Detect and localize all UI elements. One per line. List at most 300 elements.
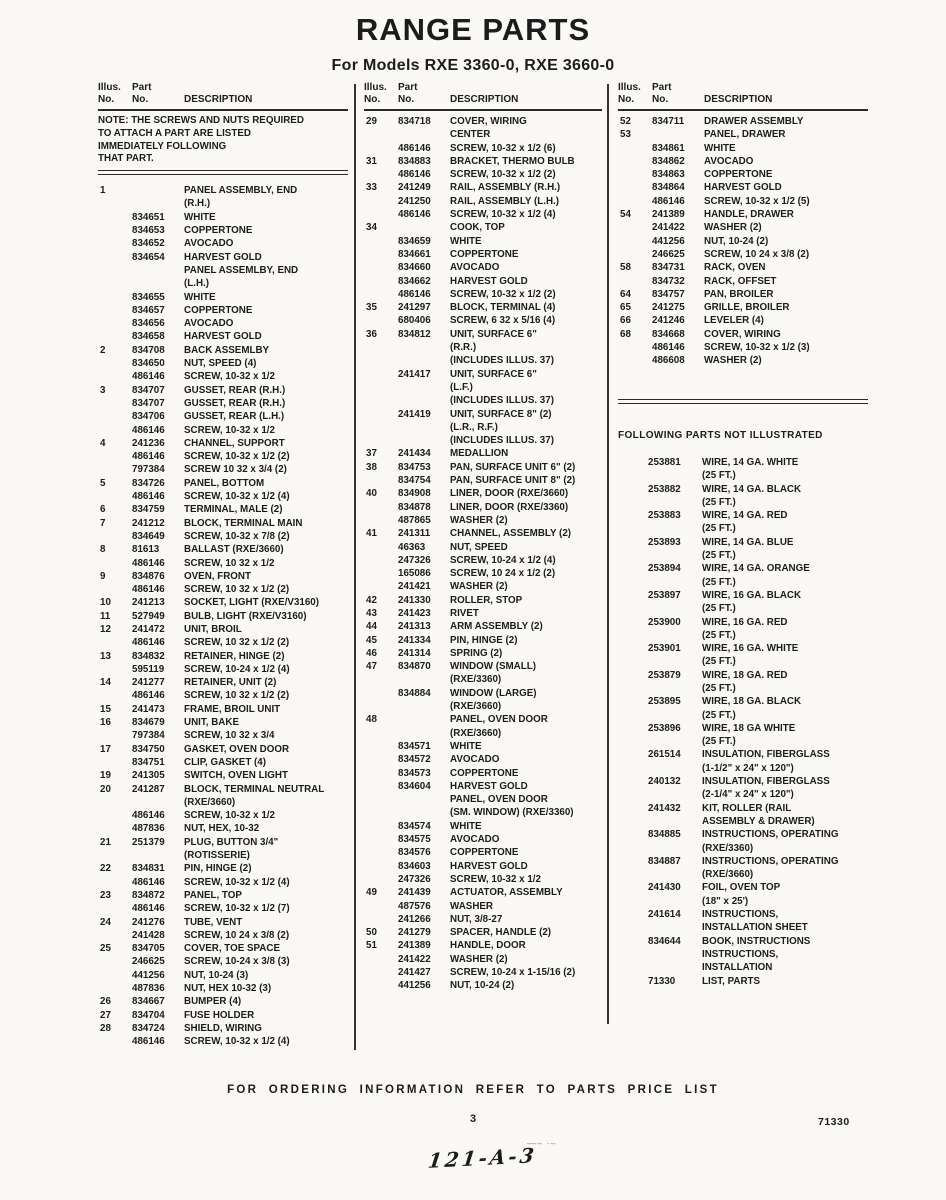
description: GUSSET, REAR (L.H.) xyxy=(184,411,285,423)
description: (R.H.) xyxy=(184,198,211,210)
header-no-label: No. xyxy=(618,94,635,105)
description: SCREW, 10-32 x 1/2 (4) xyxy=(450,209,556,221)
illus-no: 41 xyxy=(366,528,377,540)
illus-no xyxy=(364,128,398,141)
part-no: 486146 xyxy=(398,169,431,181)
scan-smudge: —– ·– xyxy=(527,1138,557,1148)
illus-no xyxy=(364,966,398,979)
illus-no xyxy=(364,288,398,301)
description: COPPERTONE xyxy=(184,304,253,316)
table-row xyxy=(618,828,868,841)
illus-no: 65 xyxy=(620,302,631,314)
description: LINER, DOOR (RXE/3660) xyxy=(450,488,569,500)
illus-no xyxy=(618,788,648,801)
part-no: 241334 xyxy=(398,634,431,646)
part-no xyxy=(132,849,184,862)
part-no xyxy=(398,381,450,394)
part-no xyxy=(398,128,450,141)
table-row xyxy=(98,995,348,1008)
description: SCREW, 10 32 x 1/2 (2) xyxy=(184,690,290,702)
illus-no xyxy=(98,689,132,702)
table-row xyxy=(618,748,868,761)
part-no: 241389 xyxy=(398,940,431,952)
description: NUT, 3/8-27 xyxy=(450,913,503,925)
table-row xyxy=(364,314,602,327)
page-subtitle: For Models RXE 3360-0, RXE 3660-0 xyxy=(331,57,615,74)
illus-no: 48 xyxy=(366,714,377,726)
description: SHIELD, WIRING xyxy=(184,1022,262,1034)
part-no: 834657 xyxy=(132,304,165,316)
description: WHITE xyxy=(450,740,482,752)
illus-no xyxy=(364,354,398,367)
part-no: 241421 xyxy=(398,581,431,593)
table-row xyxy=(98,623,348,636)
illus-no: 7 xyxy=(100,517,106,529)
part-no xyxy=(648,921,702,934)
part-no: 834604 xyxy=(398,780,431,792)
table-row xyxy=(98,862,348,875)
description: SCREW, 10 32 x 3/4 xyxy=(184,730,275,742)
table-row xyxy=(364,261,602,274)
illus-no: 36 xyxy=(366,328,377,340)
illus-no xyxy=(618,155,652,168)
table-row xyxy=(98,783,348,796)
part-no: 834832 xyxy=(132,650,165,662)
description: RETAINER, HINGE (2) xyxy=(184,650,285,662)
table-row xyxy=(98,370,348,383)
part-no: 441256 xyxy=(398,980,431,992)
illus-no xyxy=(364,860,398,873)
part-no xyxy=(648,762,702,775)
illus-no: 21 xyxy=(100,836,111,848)
table-row xyxy=(98,743,348,756)
part-no xyxy=(648,709,702,722)
illus-no xyxy=(98,490,132,503)
description: SCREW, 10-32 x 1/2 (4) xyxy=(184,491,290,503)
part-no: 241213 xyxy=(132,597,165,609)
description: SCREW, 10-32 x 1/2 xyxy=(184,424,275,436)
table-row xyxy=(98,836,348,849)
part-no: 834751 xyxy=(132,756,165,768)
description: UNIT, SURFACE 6" xyxy=(450,328,537,340)
description: PANEL, OVEN DOOR xyxy=(450,794,548,806)
illus-no xyxy=(618,142,652,155)
description: NUT, HEX, 10-32 xyxy=(184,823,260,835)
description: WASHER (2) xyxy=(704,222,762,234)
column-header xyxy=(98,82,348,94)
description: PANEL, OVEN DOOR xyxy=(450,714,548,726)
table-row xyxy=(618,881,868,894)
description: SPACER, HANDLE (2) xyxy=(450,927,552,939)
illus-no xyxy=(618,549,648,562)
illus-no xyxy=(364,846,398,859)
table-row xyxy=(364,647,602,660)
table-row xyxy=(618,948,868,961)
table-row xyxy=(98,663,348,676)
illus-no xyxy=(98,969,132,982)
table-row xyxy=(98,304,348,317)
description: SCREW, 6 32 x 5/16 (4) xyxy=(450,315,556,327)
description: COPPERTONE xyxy=(184,225,253,237)
description: ROLLER, STOP xyxy=(450,594,523,606)
table-row xyxy=(364,567,602,580)
part-no: 241417 xyxy=(398,368,431,380)
description: WIRE, 14 GA. BLACK xyxy=(702,483,802,495)
description: SCREW 10 32 x 3/4 (2) xyxy=(184,464,287,476)
description: HARVEST GOLD xyxy=(184,331,262,343)
header-illus-label: Illus. xyxy=(98,82,121,93)
part-no: 486146 xyxy=(132,690,165,702)
table-row xyxy=(618,815,868,828)
illus-no xyxy=(618,522,648,535)
illus-no xyxy=(618,722,648,735)
description: PAN, BROILER xyxy=(704,288,774,300)
part-no: 486146 xyxy=(132,903,165,915)
table-row xyxy=(618,456,868,469)
table-row xyxy=(364,434,602,447)
table-row xyxy=(364,221,602,234)
table-row xyxy=(618,261,868,274)
description: RAIL, ASSEMBLY (R.H.) xyxy=(450,182,561,194)
illus-no xyxy=(98,796,132,809)
illus-no xyxy=(98,304,132,317)
table-row xyxy=(364,806,602,819)
description: (25 FT.) xyxy=(702,629,736,641)
illus-no xyxy=(618,961,648,974)
part-no xyxy=(132,184,184,197)
part-no: 834872 xyxy=(132,889,165,901)
illus-no xyxy=(364,873,398,886)
part-no: 241305 xyxy=(132,770,165,782)
illus-no xyxy=(364,727,398,740)
table-row xyxy=(98,650,348,663)
part-no: 487836 xyxy=(132,823,165,835)
description: WHITE xyxy=(704,142,736,154)
part-no xyxy=(648,815,702,828)
description: CENTER xyxy=(450,129,491,141)
description: SWITCH, OVEN LIGHT xyxy=(184,770,288,782)
description: PANEL, DRAWER xyxy=(704,129,786,141)
part-no: 834654 xyxy=(132,251,165,263)
part-no: 486146 xyxy=(132,451,165,463)
parts-table-3 xyxy=(618,115,868,368)
table-row xyxy=(98,503,348,516)
illus-no xyxy=(98,424,132,437)
table-row xyxy=(618,354,868,367)
illus-no xyxy=(618,881,648,894)
part-no xyxy=(132,796,184,809)
illus-no xyxy=(618,221,652,234)
description: SCREW, 10-24 x 1/2 (4) xyxy=(184,663,290,675)
part-no xyxy=(398,793,450,806)
description: (RXE/3360) xyxy=(702,842,754,854)
description: INSTRUCTIONS, xyxy=(702,948,779,960)
illus-no xyxy=(98,410,132,423)
description: (L.F.) xyxy=(450,381,473,393)
table-row xyxy=(364,487,602,500)
header-description-label: DESCRIPTION xyxy=(184,94,253,105)
part-no: 241275 xyxy=(652,302,685,314)
part-no: 834862 xyxy=(652,155,685,167)
description: INSULATION, FIBERGLASS xyxy=(702,749,830,761)
parts-table-2 xyxy=(364,115,602,993)
table-row xyxy=(364,594,602,607)
page-title: RANGE PARTS xyxy=(355,12,591,47)
table-row xyxy=(98,437,348,450)
illus-no xyxy=(364,541,398,554)
part-no: 253897 xyxy=(648,589,681,601)
table-row xyxy=(98,982,348,995)
table-row xyxy=(98,450,348,463)
table-row xyxy=(618,221,868,234)
table-row xyxy=(364,660,602,673)
description: PAN, SURFACE UNIT 6" (2) xyxy=(450,461,576,473)
table-row xyxy=(364,860,602,873)
illus-no: 66 xyxy=(620,315,631,327)
part-no: 253881 xyxy=(648,456,681,468)
illus-no xyxy=(364,580,398,593)
header-description-label: DESCRIPTION xyxy=(450,94,519,105)
description: (25 FT.) xyxy=(702,709,736,721)
table-row xyxy=(98,477,348,490)
description: PIN, HINGE (2) xyxy=(184,863,252,875)
table-row xyxy=(618,128,868,141)
table-row xyxy=(98,716,348,729)
illus-no xyxy=(364,501,398,514)
description: SCREW, 10-24 x 3/8 (3) xyxy=(184,956,290,968)
table-row xyxy=(364,634,602,647)
illus-no: 12 xyxy=(100,623,111,635)
header-part-label: Part xyxy=(652,82,672,93)
illus-no xyxy=(618,341,652,354)
part-no: 241423 xyxy=(398,607,431,619)
part-no xyxy=(648,576,702,589)
table-row xyxy=(618,142,868,155)
illus-no xyxy=(618,629,648,642)
description: GASKET, OVEN DOOR xyxy=(184,743,290,755)
illus-no xyxy=(618,802,648,815)
table-row xyxy=(618,168,868,181)
description: SCREW, 10 32 x 1/2 xyxy=(184,557,275,569)
table-row xyxy=(364,115,602,128)
illus-no xyxy=(98,197,132,210)
description: TUBE, VENT xyxy=(184,916,243,928)
illus-no xyxy=(364,700,398,713)
table-row xyxy=(98,902,348,915)
table-row xyxy=(98,543,348,556)
table-row xyxy=(98,610,348,623)
table-row xyxy=(618,788,868,801)
part-no: 527949 xyxy=(132,610,165,622)
table-row xyxy=(364,580,602,593)
illus-no xyxy=(364,368,398,381)
table-row xyxy=(364,301,602,314)
description: PANEL, TOP xyxy=(184,889,242,901)
part-no: 834887 xyxy=(648,855,681,867)
description: PLUG, BUTTON 3/4" xyxy=(184,836,279,848)
note-line: IMMEDIATELY FOLLOWING xyxy=(98,140,227,152)
table-row xyxy=(98,384,348,397)
description: NUT, 10-24 (2) xyxy=(450,980,515,992)
table-row xyxy=(364,408,602,421)
table-row xyxy=(98,955,348,968)
table-row xyxy=(98,490,348,503)
table-row xyxy=(98,916,348,929)
illus-no xyxy=(98,849,132,862)
part-no: 486608 xyxy=(652,355,685,367)
description: (R.R.) xyxy=(450,342,477,354)
table-row xyxy=(618,921,868,934)
header-no-label: No. xyxy=(398,94,415,105)
illus-no xyxy=(618,908,648,921)
part-no: 834759 xyxy=(132,504,165,516)
illus-no xyxy=(618,655,648,668)
table-row xyxy=(618,895,868,908)
table-row xyxy=(98,596,348,609)
description: PANEL, BOTTOM xyxy=(184,477,265,489)
description: HARVEST GOLD xyxy=(450,860,528,872)
part-no: 834861 xyxy=(652,142,685,154)
illus-no: 38 xyxy=(366,461,377,473)
part-no: 834652 xyxy=(132,238,165,250)
description: SCREW, 10-32 x 1/2 xyxy=(184,371,275,383)
description: (25 FT.) xyxy=(702,576,736,588)
part-no: 241249 xyxy=(398,182,431,194)
table-row xyxy=(618,248,868,261)
illus-no: 24 xyxy=(100,916,111,928)
description: (25 FT.) xyxy=(702,496,736,508)
table-row xyxy=(618,709,868,722)
illus-no xyxy=(618,975,648,988)
table-row xyxy=(618,496,868,509)
part-no: 241250 xyxy=(398,195,431,207)
part-no xyxy=(648,868,702,881)
part-no: 241422 xyxy=(398,953,431,965)
description: PANEL ASSEMBLY, END xyxy=(184,185,298,197)
part-no: 834876 xyxy=(132,570,165,582)
part-no: 834658 xyxy=(132,331,165,343)
description: WIRE, 16 GA. BLACK xyxy=(702,589,802,601)
table-row xyxy=(364,128,602,141)
table-row xyxy=(618,208,868,221)
illus-no xyxy=(618,828,648,841)
part-no: 253879 xyxy=(648,669,681,681)
description: FRAME, BROIL UNIT xyxy=(184,703,281,715)
part-no: 834668 xyxy=(652,328,685,340)
description: (2-1/4" x 24" x 120") xyxy=(702,789,794,801)
illus-no xyxy=(364,567,398,580)
part-no: 486146 xyxy=(652,195,685,207)
part-no xyxy=(648,682,702,695)
part-no: 247326 xyxy=(398,554,431,566)
description: HANDLE, DOOR xyxy=(450,940,526,952)
table-row xyxy=(364,913,602,926)
column-divider-left xyxy=(354,84,356,1050)
not-illustrated-heading: FOLLOWING PARTS NOT ILLUSTRATED xyxy=(618,429,823,441)
description: (18" x 25') xyxy=(702,895,749,907)
part-no: 241236 xyxy=(132,437,165,449)
description: WASHER (2) xyxy=(450,581,508,593)
table-row xyxy=(618,655,868,668)
description: COPPERTONE xyxy=(704,169,773,181)
part-no: 241314 xyxy=(398,647,431,659)
description: (L.H.) xyxy=(184,278,210,290)
part-no: 240132 xyxy=(648,776,681,788)
part-no xyxy=(648,602,702,615)
table-row xyxy=(618,855,868,868)
illus-no xyxy=(364,381,398,394)
part-no: 165086 xyxy=(398,568,431,580)
table-row xyxy=(618,735,868,748)
part-no: 241439 xyxy=(398,887,431,899)
part-no: 834750 xyxy=(132,743,165,755)
table-row xyxy=(364,740,602,753)
part-no: 241419 xyxy=(398,408,431,420)
illus-no: 46 xyxy=(366,647,377,659)
header-rule xyxy=(364,109,602,111)
part-no: 486146 xyxy=(132,637,165,649)
description: BOOK, INSTRUCTIONS xyxy=(702,935,811,947)
illus-no xyxy=(98,264,132,277)
table-row xyxy=(98,570,348,583)
part-no xyxy=(132,264,184,277)
table-row xyxy=(98,796,348,809)
part-no: 247326 xyxy=(398,873,431,885)
description: SPRING (2) xyxy=(450,647,503,659)
description: COVER, TOE SPACE xyxy=(184,943,280,955)
header-no-label: No. xyxy=(364,94,381,105)
description: SCREW, 10 32 x 1/2 (2) xyxy=(184,584,290,596)
description: WIRE, 18 GA WHITE xyxy=(702,722,796,734)
table-row xyxy=(364,926,602,939)
description: PAN, SURFACE UNIT 8" (2) xyxy=(450,475,576,487)
column-header-row2 xyxy=(98,94,348,106)
illus-no xyxy=(364,913,398,926)
description: SCREW, 10-24 x 1/2 (4) xyxy=(450,554,556,566)
illus-no: 6 xyxy=(100,504,106,516)
part-no: 253896 xyxy=(648,722,681,734)
table-row xyxy=(98,583,348,596)
table-row xyxy=(618,935,868,948)
description: (RXE/3660) xyxy=(450,701,502,713)
illus-no xyxy=(364,275,398,288)
part-no: 486146 xyxy=(398,288,431,300)
illus-no xyxy=(98,317,132,330)
part-no xyxy=(398,806,450,819)
table-row xyxy=(364,142,602,155)
part-no: 441256 xyxy=(652,235,685,247)
illus-no xyxy=(98,955,132,968)
illus-no xyxy=(618,469,648,482)
part-no: 834870 xyxy=(398,661,431,673)
illus-no xyxy=(364,820,398,833)
description: WASHER (2) xyxy=(450,953,508,965)
description: CHANNEL, ASSEMBLY (2) xyxy=(450,528,572,540)
part-no: 486146 xyxy=(132,424,165,436)
table-row xyxy=(98,530,348,543)
table-row xyxy=(364,168,602,181)
table-row xyxy=(364,275,602,288)
part-no xyxy=(648,788,702,801)
table-row xyxy=(364,195,602,208)
description: SCREW, 10-32 x 1/2 xyxy=(450,873,541,885)
part-no: 246625 xyxy=(132,956,165,968)
table-row xyxy=(98,330,348,343)
description: (25 FT.) xyxy=(702,470,736,482)
part-no: 834885 xyxy=(648,829,681,841)
description: OVEN, FRONT xyxy=(184,570,251,582)
part-no: 241427 xyxy=(398,967,431,978)
